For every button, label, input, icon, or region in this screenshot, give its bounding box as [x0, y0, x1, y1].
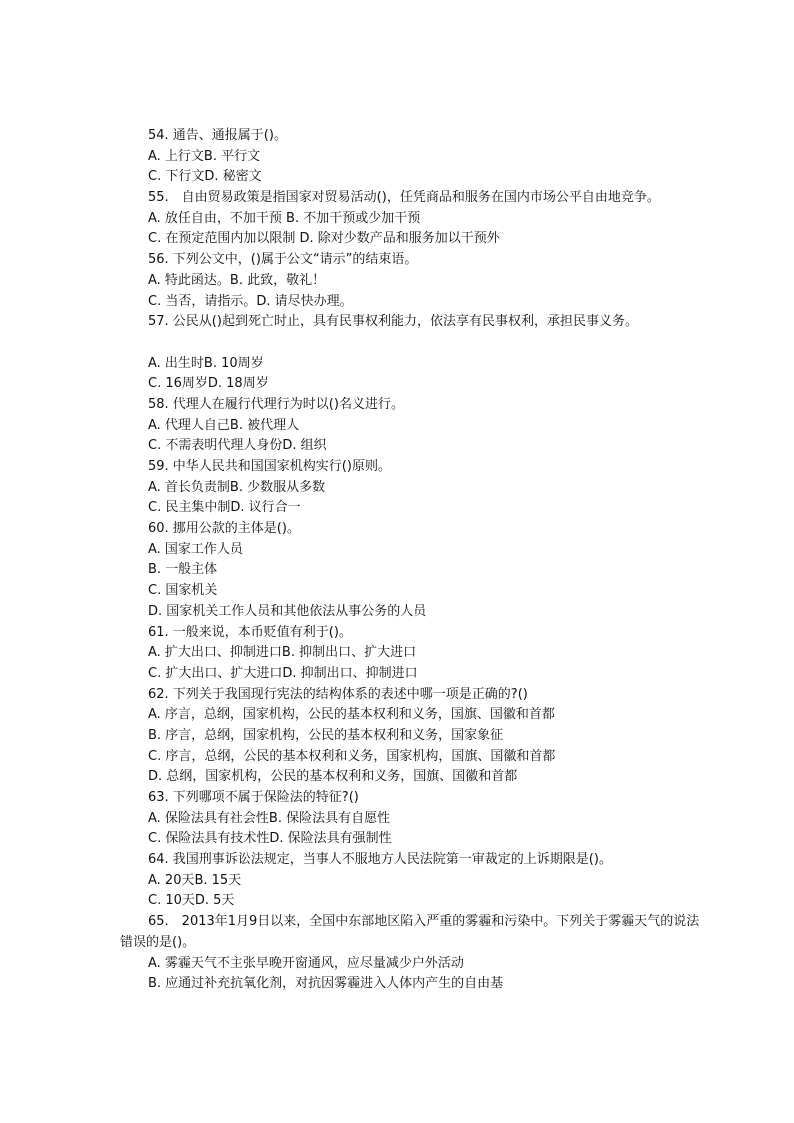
text-line: C. 序言，总纲，公民的基本权利和义务，国家机构，国旗、国徽和首都 [148, 748, 556, 764]
text-line: 59. 中华人民共和国国家机构实行()原则。 [148, 459, 391, 475]
text-line: D. 国家机关工作人员和其他依法从事公务的人员 [148, 603, 427, 619]
text-line: C. 当否，请指示。D. 请尽快办理。 [148, 293, 353, 309]
text-line: 58. 代理人在履行代理行为时以()名义进行。 [148, 396, 404, 412]
text-line: C. 下行文D. 秘密文 [148, 169, 262, 185]
text-line: 55. 自由贸易政策是指国家对贸易活动()，任凭商品和服务在国内市场公平自由地竞争。 [148, 190, 660, 206]
text-line: 63. 下列哪项不属于保险法的特征?() [148, 790, 359, 806]
text-line: C. 民主集中制D. 议行合一 [148, 500, 301, 516]
text-line: A. 特此函达。B. 此致，敬礼！ [148, 272, 326, 288]
text-line: A. 序言，总纲，国家机构，公民的基本权利和义务，国旗、国徽和首都 [148, 707, 555, 723]
text-line: 54. 通告、通报属于()。 [148, 128, 287, 143]
text-line: B. 一般主体 [148, 562, 218, 578]
text-line: A. 出生时B. 10周岁 [148, 355, 264, 371]
text-line: A. 放任自由，不加干预 B. 不加干预或少加干预 [148, 210, 421, 226]
text-line: A. 20天B. 15天 [148, 872, 242, 888]
text-line: C. 国家机关 [148, 583, 218, 599]
text-line: A. 上行文B. 平行文 [148, 148, 261, 164]
text-line: A. 代理人自己B. 被代理人 [148, 417, 300, 433]
text-line: C. 16周岁D. 18周岁 [148, 376, 269, 392]
text-line: 61. 一般来说，本币贬值有利于()。 [148, 624, 352, 640]
text-line: C. 不需表明代理人身份D. 组织 [148, 438, 327, 454]
blank-line [120, 333, 680, 354]
text-line: C. 10天D. 5天 [148, 893, 235, 909]
text-line: C. 在预定范围内加以限制 D. 除对少数产品和服务加以干预外 [148, 231, 500, 247]
text-line: B. 应通过补充抗氧化剂，对抗因雾霾进入人体内产生的自由基 [148, 976, 504, 992]
text-line: A. 扩大出口、抑制进口B. 抑制出口、扩大进口 [148, 645, 417, 661]
text-line: 60. 挪用公款的主体是()。 [148, 521, 300, 537]
text-line: 57. 公民从()起到死亡时止，具有民事权利能力，依法享有民事权利，承担民事义务。 [148, 314, 638, 330]
text-line: 56. 下列公文中，()属于公文“请示”的结束语。 [148, 252, 418, 268]
text-line: A. 首长负责制B. 少数服从多数 [148, 479, 326, 495]
text-line: 64. 我国刑事诉讼法规定，当事人不服地方人民法院第一审裁定的上诉期限是()。 [148, 852, 612, 868]
document-body [120, 126, 700, 995]
text-line: C. 保险法具有技术性D. 保险法具有强制性 [148, 831, 392, 847]
text-line: B. 序言，总纲，国家机构，公民的基本权利和义务，国家象征 [148, 727, 504, 743]
text-line: A. 雾霾天气不主张早晚开窗通风，应尽量减少户外活动 [148, 955, 464, 971]
text-line: D. 总纲，国家机构，公民的基本权利和义务，国旗、国徽和首都 [148, 769, 518, 785]
text-line: C. 扩大出口、扩大进口D. 抑制出口、抑制进口 [148, 665, 418, 681]
text-line: 62. 下列关于我国现行宪法的结构体系的表述中哪一项是正确的?() [148, 686, 528, 702]
text-line: A. 国家工作人员 [148, 541, 243, 557]
text-line: A. 保险法具有社会性B. 保险法具有自愿性 [148, 810, 391, 826]
text-line: 65. 2013年1月9日以来，全国中东部地区陷入严重的雾霾和污染中。下列关于雾霾天气的说法错误的是()。 [120, 914, 700, 950]
